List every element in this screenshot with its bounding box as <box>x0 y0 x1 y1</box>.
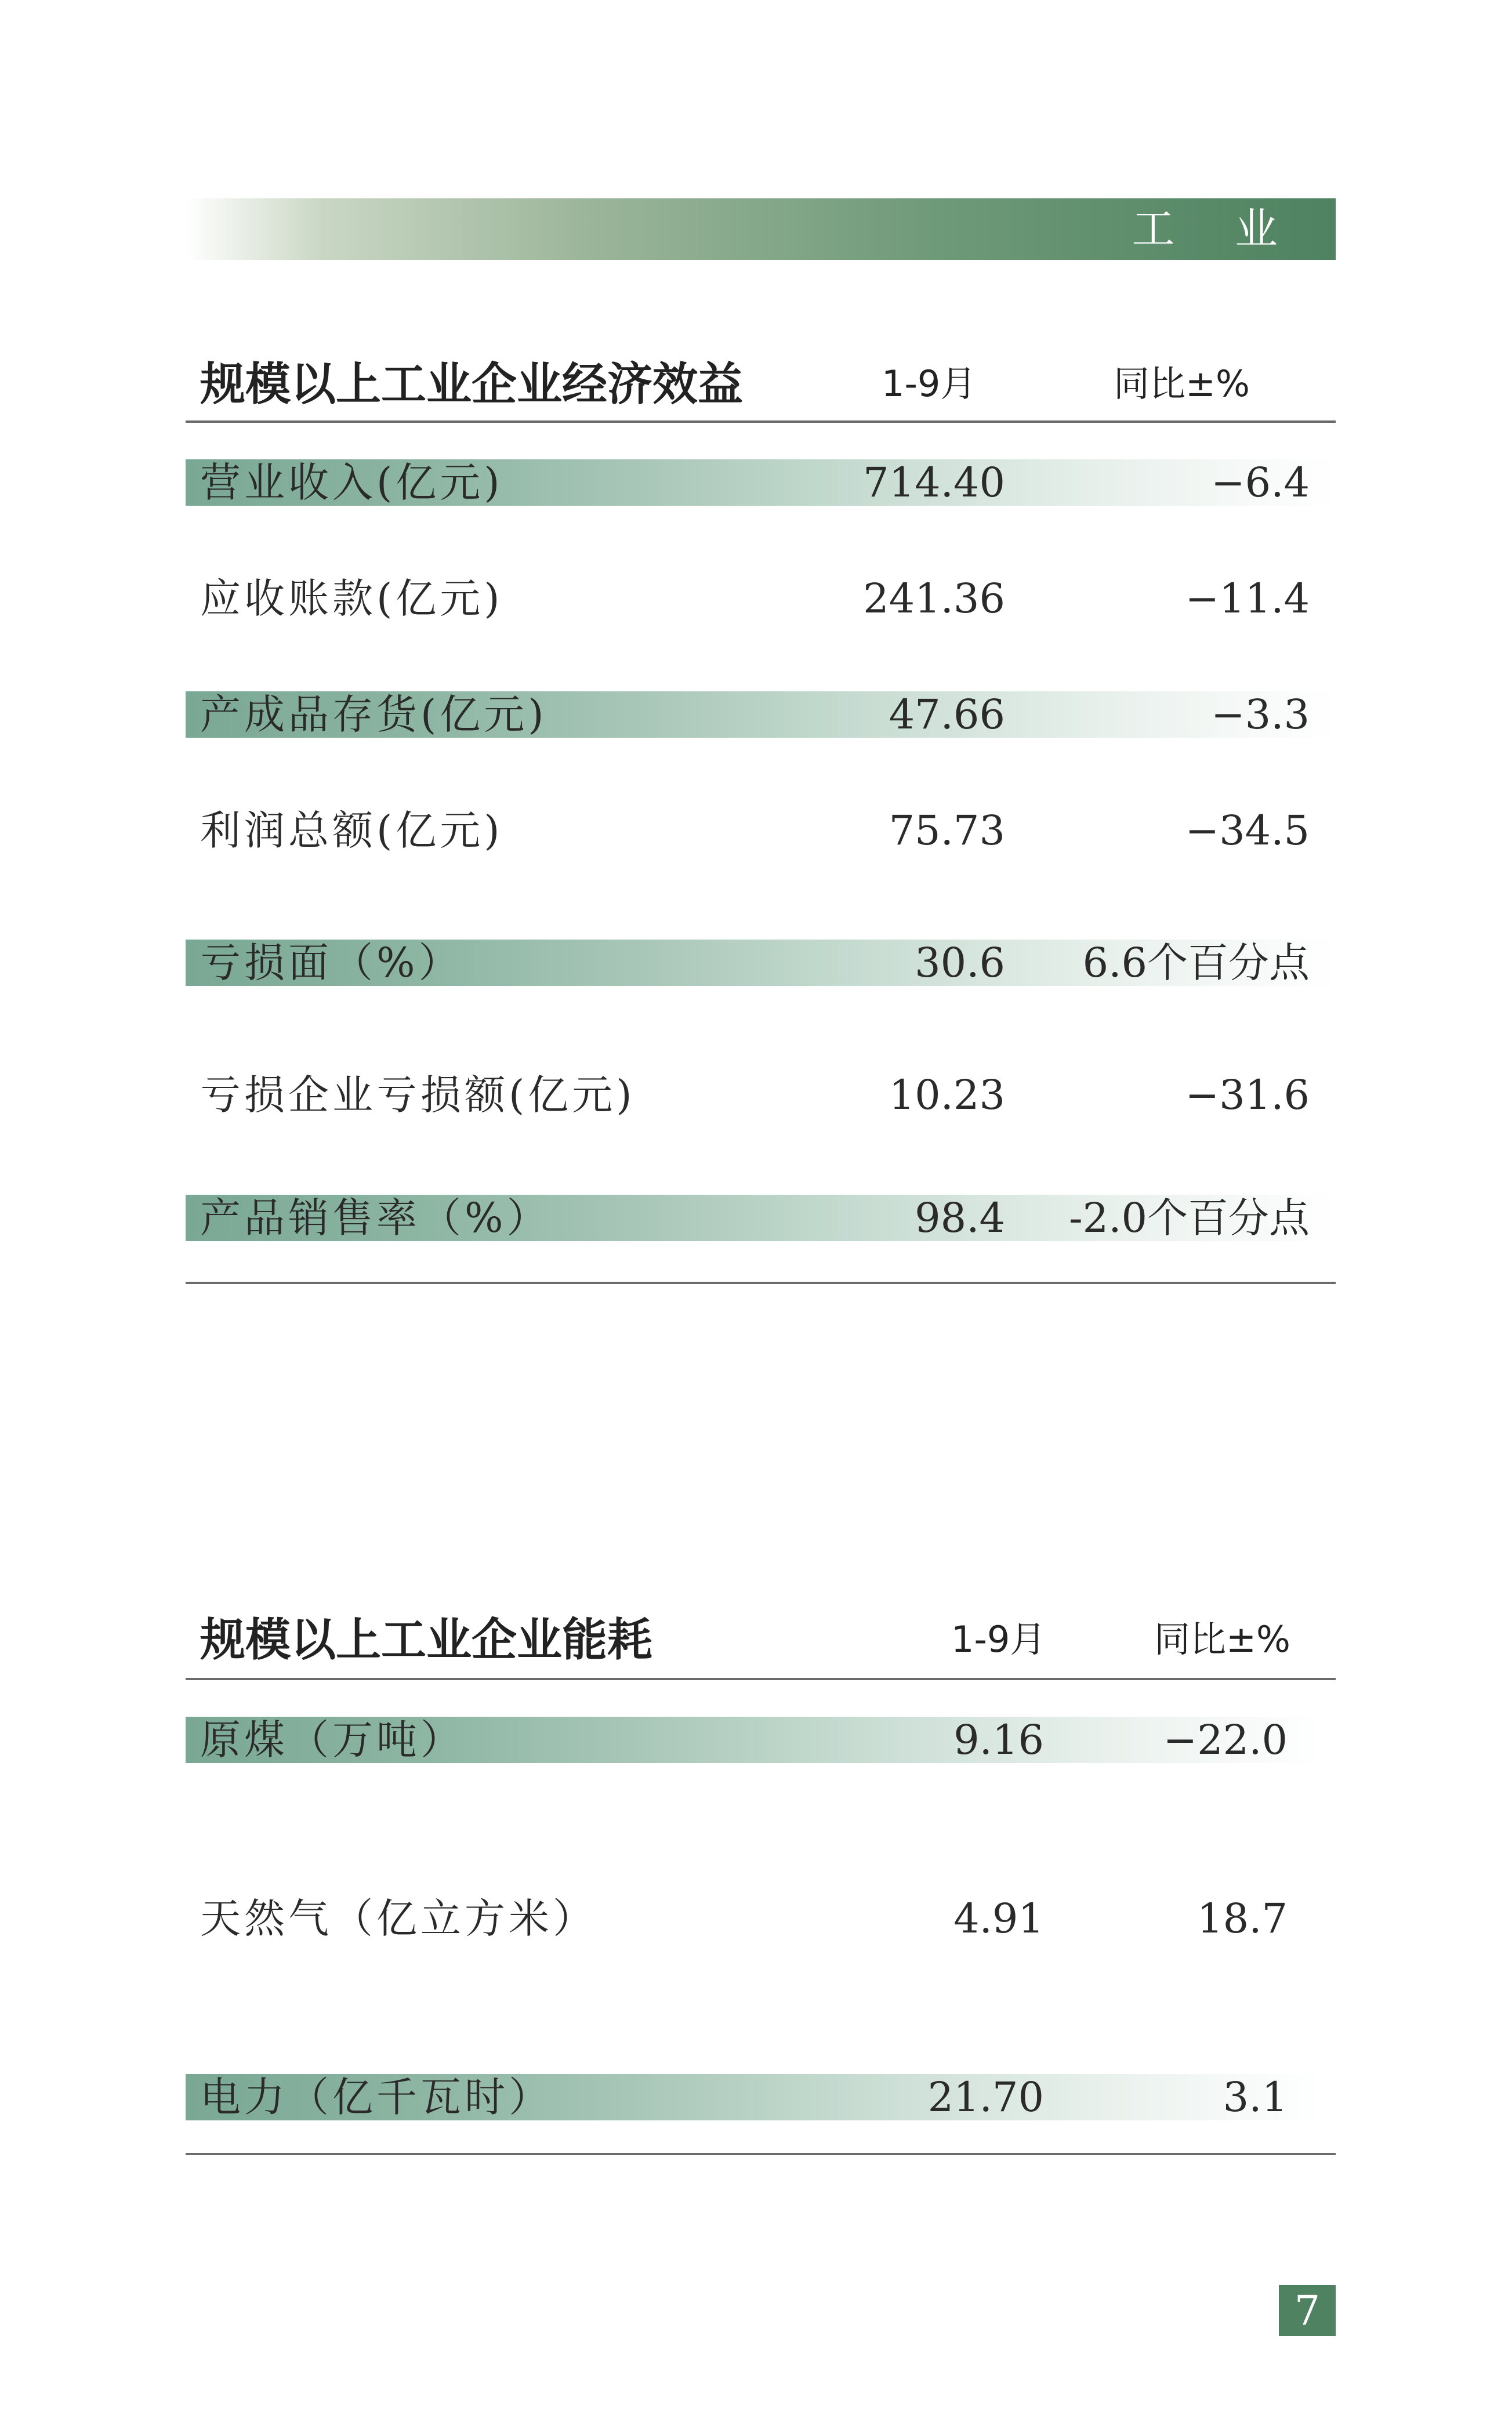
table2-col-change: 同比±% <box>1154 1618 1290 1660</box>
table-row <box>186 1072 1336 1118</box>
row-label: 营业收入(亿元) <box>200 459 503 506</box>
table2-top-rule <box>186 1678 1336 1680</box>
row-change: −34.5 <box>1185 807 1310 854</box>
table-row <box>186 1717 1322 1763</box>
row-value: 9.16 <box>953 1716 1044 1764</box>
row-label: 利润总额(亿元) <box>200 807 503 854</box>
row-label: 应收账款(亿元) <box>200 575 503 622</box>
row-change: 6.6个百分点 <box>1082 939 1310 987</box>
table-row <box>186 575 1336 622</box>
table2-title: 规模以上工业企业能耗 <box>200 1614 653 1666</box>
row-value: 30.6 <box>915 939 1005 987</box>
table1-top-rule <box>186 420 1336 423</box>
row-value: 10.23 <box>889 1071 1005 1119</box>
table-row <box>186 1195 1336 1241</box>
row-label: 产成品存货(亿元) <box>200 691 547 738</box>
section-title: 工 业 <box>1132 204 1301 254</box>
row-label: 亏损面（%） <box>200 939 463 987</box>
row-change: −3.3 <box>1211 691 1310 738</box>
row-change: −31.6 <box>1185 1071 1310 1119</box>
table1-bottom-rule <box>186 1282 1336 1284</box>
row-value: 241.36 <box>863 575 1005 622</box>
table-row <box>186 459 1336 506</box>
table1-col-change: 同比±% <box>1114 362 1250 405</box>
row-change: −6.4 <box>1211 459 1310 506</box>
section-header-bar <box>186 198 1336 260</box>
table1-header <box>186 348 1336 411</box>
row-value: 98.4 <box>915 1194 1005 1242</box>
page-number: 7 <box>1279 2285 1336 2336</box>
row-label: 亏损企业亏损额(亿元) <box>200 1071 636 1119</box>
row-value: 75.73 <box>889 807 1005 854</box>
row-change: 18.7 <box>1197 1895 1288 1942</box>
row-value: 4.91 <box>953 1895 1044 1942</box>
table-row <box>186 807 1336 854</box>
table2-col-period: 1-9月 <box>951 1618 1046 1660</box>
row-label: 产品销售率（%） <box>200 1194 551 1242</box>
row-change: −11.4 <box>1185 575 1310 622</box>
table-row <box>186 1895 1322 1942</box>
row-value: 21.70 <box>927 2073 1044 2121</box>
row-label: 原煤（万吨） <box>200 1716 465 1764</box>
table2-header <box>186 1604 1336 1666</box>
row-change: -2.0个百分点 <box>1069 1194 1310 1242</box>
row-value: 714.40 <box>863 459 1005 506</box>
row-change: −22.0 <box>1163 1716 1288 1764</box>
table-row <box>186 691 1336 738</box>
table1-title: 规模以上工业企业经济效益 <box>200 358 744 411</box>
table1-col-period: 1-9月 <box>882 362 977 405</box>
row-label: 天然气（亿立方米） <box>200 1895 597 1942</box>
row-value: 47.66 <box>889 691 1005 738</box>
table2-bottom-rule <box>186 2153 1336 2155</box>
row-change: 3.1 <box>1223 2073 1288 2121</box>
table-row <box>186 940 1336 986</box>
row-label: 电力（亿千瓦时） <box>200 2073 553 2121</box>
table-row <box>186 2074 1322 2120</box>
